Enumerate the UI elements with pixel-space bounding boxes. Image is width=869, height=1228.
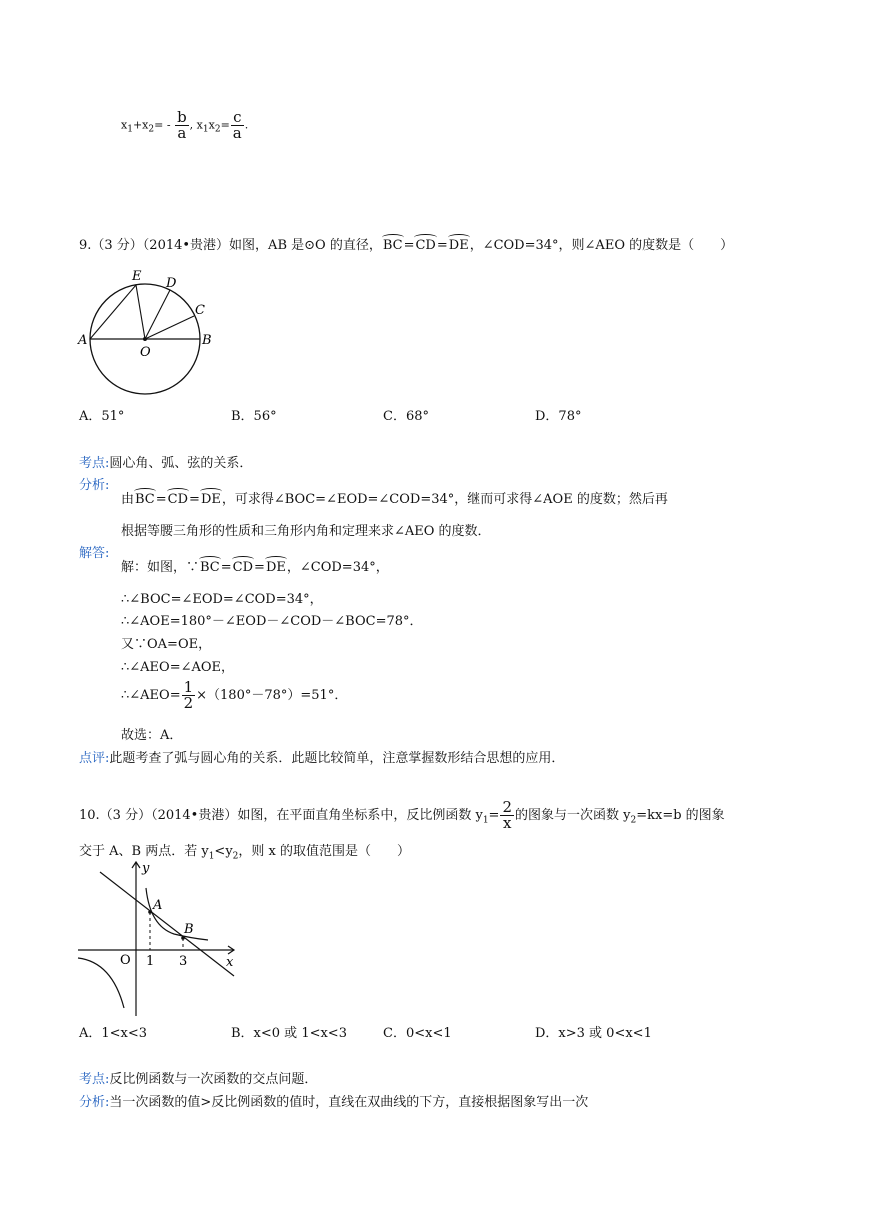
label-b: B xyxy=(184,922,194,937)
q10-option-a: A．1<x<3 xyxy=(79,1026,148,1041)
kaodian-label: 考点: xyxy=(79,456,110,471)
q9-dianping: 点评:此题考查了弧与圆心角的关系．此题比较简单，注意掌握数形结合思想的应用． xyxy=(79,751,565,766)
segment-oc xyxy=(145,316,194,339)
q10-stem-line1: 10.（3 分）（2014•贵港）如图，在平面直角坐标系中，反比例函数 $y_1=$ $\frac{2}{x}$ 的图象与一次函数 $y_2=kx=b$ 的图象 xyxy=(79,798,725,832)
label-c: C xyxy=(195,303,205,318)
q9-kaodian: 考点:圆心角、弧、弦的关系． xyxy=(79,456,253,471)
label-d: D xyxy=(166,276,177,291)
q9-sol-line5: ∴∠AEO=∠AOE， xyxy=(121,660,235,675)
kaodian-label: 考点: xyxy=(79,1072,110,1087)
segment-od xyxy=(145,290,170,339)
q9-jieda-label: 解答: xyxy=(79,546,110,561)
q9-sol-line2: ∴∠BOC=∠EOD=∠COD=34°， xyxy=(121,592,323,607)
q10-graph-figure xyxy=(76,858,242,1018)
q9-sol-line1: 解：如图，∵BC=CD=DE，∠COD=34°， xyxy=(121,560,389,575)
vieta-formula: $x_1+x_2=$ - $\frac{b}{a}$ , $x_1x_2=$ $\frac{c}{a}$ . xyxy=(121,108,249,142)
label-x: x xyxy=(226,955,234,970)
center-point xyxy=(143,337,147,341)
q9-sol-line6: ∴∠AEO= $\frac{1}{2}$ ×（180°－78°）=51°． xyxy=(121,678,348,712)
arc-de: DE xyxy=(448,238,469,253)
q10-option-c: C．0<x<1 xyxy=(383,1026,452,1041)
q10-kaodian: 考点:反比例函数与一次函数的交点问题． xyxy=(79,1072,318,1087)
point-a xyxy=(148,910,152,914)
q9-sol-line4: 又∵OA=OE， xyxy=(121,637,212,652)
q10-option-d: D．x>3 或 0<x<1 xyxy=(535,1026,652,1041)
fraction-one-half: $\frac{1}{2}$ xyxy=(183,678,194,712)
label-y: y xyxy=(142,861,150,876)
fenxi-label: 分析: xyxy=(79,1095,110,1110)
q10-fenxi: 分析:当一次函数的值>反比例函数的值时，直线在双曲线的下方，直接根据图象写出一次 xyxy=(79,1095,589,1110)
q9-fenxi-line1: 由BC=CD=DE，可求得∠BOC=∠EOD=∠COD=34°，继而可求得∠AOE 的度数；然后再 xyxy=(121,492,668,507)
label-a: A xyxy=(153,898,163,913)
q9-option-b: B．56° xyxy=(231,409,277,424)
q9-option-c: C．68° xyxy=(383,409,429,424)
label-o: O xyxy=(140,345,151,360)
label-a: A xyxy=(78,333,88,348)
arc-cd: CD xyxy=(415,238,436,253)
label-b: B xyxy=(202,333,212,348)
label-e: E xyxy=(132,269,142,284)
q9-fenxi-label: 分析: xyxy=(79,478,110,493)
q9-circle-figure xyxy=(74,264,224,398)
q10-option-b: B．x<0 或 1<x<3 xyxy=(231,1026,347,1041)
label-o: O xyxy=(120,953,131,968)
segment-oe xyxy=(136,285,145,339)
q9-option-a: A．51° xyxy=(79,409,125,424)
q9-sol-line3: ∴∠AOE=180°－∠EOD－∠COD－∠BOC=78°． xyxy=(121,614,423,629)
fraction-b-over-a: $\frac{b}{a}$ xyxy=(177,108,187,142)
tick-label-1: 1 xyxy=(146,954,155,969)
arc-bc: BC xyxy=(382,238,403,253)
q9-option-d: D．78° xyxy=(535,409,582,424)
tick-label-3: 3 xyxy=(179,954,188,969)
hyperbola-branch-3 xyxy=(78,958,124,1008)
q9-sol-line7: 故选：A． xyxy=(121,728,183,743)
q9-stem: 9.（3 分）（2014•贵港）如图，AB 是⊙O 的直径，BC=CD=DE，∠COD=34°，则∠AEO 的度数是（ ） xyxy=(79,238,734,253)
dianping-label: 点评: xyxy=(79,751,110,766)
fraction-2-over-x: $\frac{2}{x}$ xyxy=(502,798,512,832)
q9-fenxi-line2: 根据等腰三角形的性质和三角形内角和定理来求∠AEO 的度数． xyxy=(121,524,491,539)
fraction-c-over-a: $\frac{c}{a}$ xyxy=(232,108,242,142)
q10-stem-line2: 交于 A、B 两点．若 $y_1<y_2$，则 x 的取值范围是（ ） xyxy=(79,844,411,862)
